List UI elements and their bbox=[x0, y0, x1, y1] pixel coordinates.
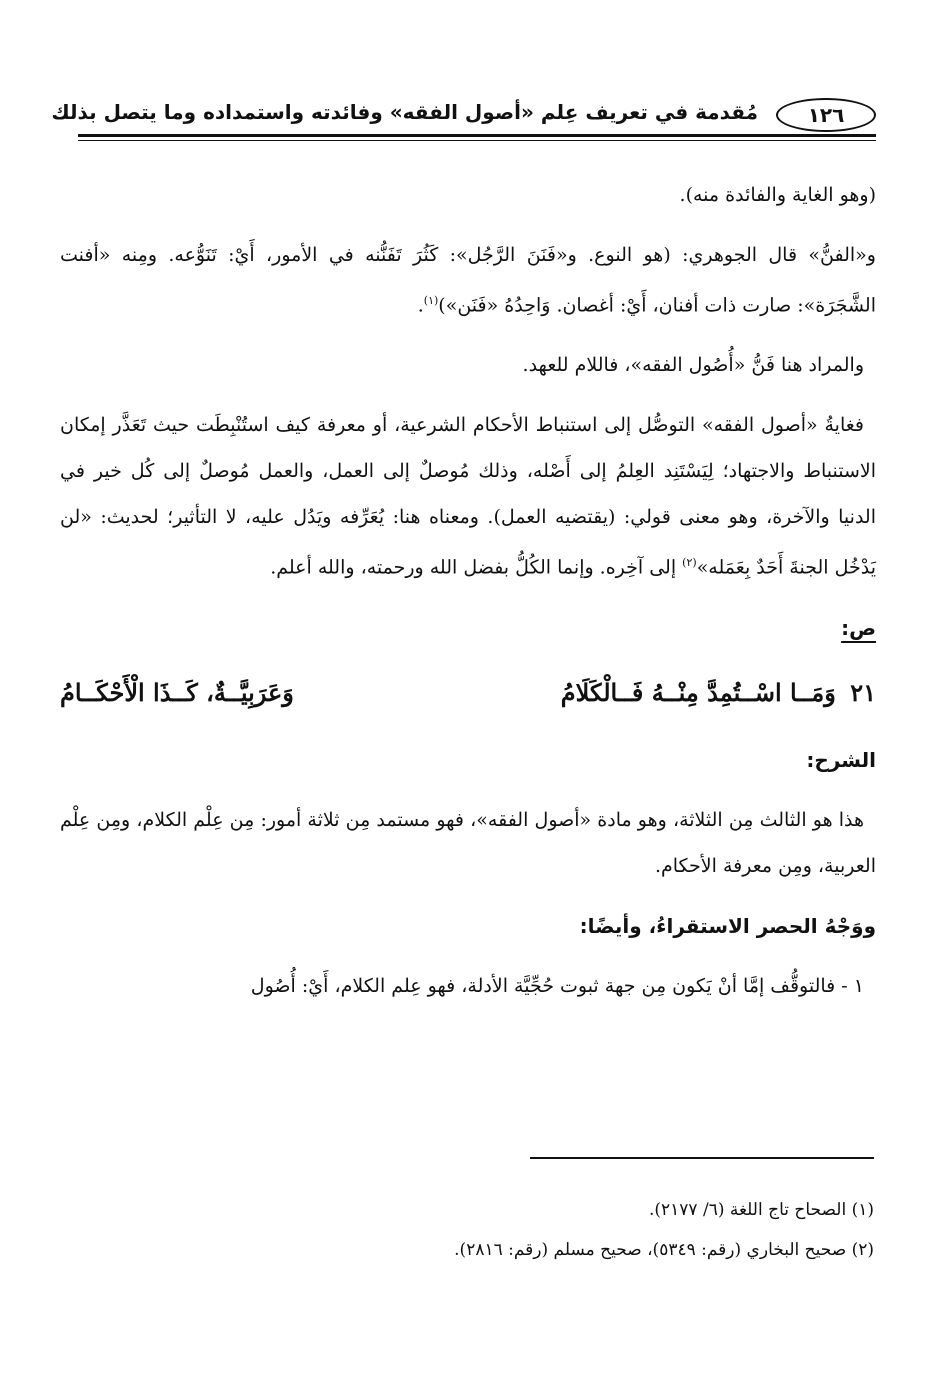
footnote-separator bbox=[530, 1157, 874, 1159]
paragraph-4-end: إلى آخِره. وإنما الكُلُّ بفضل الله ورحمته، والله أعلم. bbox=[270, 556, 683, 579]
paragraph-4 bbox=[60, 402, 876, 590]
sharh-heading: الشرح: bbox=[806, 747, 876, 772]
footnote-1: (١) الصحاح تاج اللغة (٦/ ٢١٧٧). bbox=[648, 1200, 874, 1220]
sad-heading bbox=[60, 605, 876, 651]
header-rule-thick bbox=[78, 134, 876, 137]
verse-first-text: وَمَــا اسْــتُمِدَّ مِنْــهُ فَــالْكَلَامُ bbox=[560, 677, 836, 707]
sub-heading: ووَجْهُ الحصر الاستقراءُ، وأيضًا: bbox=[579, 913, 876, 938]
paragraph-2-end: . bbox=[417, 294, 424, 317]
paragraph-3: والمراد هنا فَنُّ «أُصُول الفقه»، فاللام للعهد. bbox=[522, 354, 864, 377]
paragraph-1: (وهو الغاية والفائدة منه). bbox=[679, 184, 876, 206]
paragraph-2 bbox=[60, 232, 876, 328]
verse-first-hemistich bbox=[561, 665, 876, 721]
paragraph-6: ١ - فالتوقُّف إمَّا أنْ يَكون مِن جهة ثبوت حُجِّيَّة الأدلة، فهو عِلم الكلام، أَيْ: أُصُول bbox=[250, 974, 864, 997]
sad-label: ص: bbox=[841, 615, 876, 640]
running-header bbox=[51, 96, 876, 140]
footnote-ref-2: (٢) bbox=[682, 556, 697, 570]
footnote-2: (٢) صحيح البخاري (رقم: ٥٣٤٩)، صحيح مسلم (رقم: ٢٨١٦). bbox=[454, 1240, 874, 1260]
paragraph-5: هذا هو الثالث مِن الثلاثة، وهو مادة «أصول الفقه»، فهو مستمد مِن ثلاثة أمور: مِن عِلْم الكلام، ومِن عِلْم العربية، ومِن معرفة الأحكام. bbox=[60, 808, 876, 877]
verse-line bbox=[60, 665, 876, 721]
paragraph-4-text: فغايةُ «أصول الفقه» التوصُّل إلى استنباط الأحكام الشرعية، أو معرفة كيف استُنْبِطَت حيث تَعَذَّر إمكان الاستنباط والاجتهاد؛ لِيَسْتَنِد العِلمُ إلى أَصْله، وذلك مُوصلٌ إلى العمل، والعمل مُوصلٌ إلى كُل خير في الدنيا والآخرة، وهو معنى قولي: (يقتضيه العمل). ومعناه هنا: يُعَرِّفه ويَدُل عليه، لا التأثير؛ لحديث: «لن يَدْخُل الجنةَ أَحَدٌ بِعَمَله» bbox=[60, 414, 876, 579]
footnote-ref-1: (١) bbox=[423, 294, 439, 307]
header-rule-thin bbox=[78, 140, 876, 141]
page-number: ١٢٦ bbox=[776, 98, 876, 132]
verse-number: ٢١ bbox=[850, 677, 876, 707]
main-text bbox=[60, 172, 876, 1023]
paragraph-2-text: و«الفنُّ» قال الجوهري: (هو النوع. و«فَنَنَ الرَّجُل»: كَثُرَ تَفَنُّنه في الأمور، أَيْ: تَنَوُّعه. ومِنه «أفنت الشَّجَرَة»: صارت ذات أفنان، أَيْ: أغصان. وَاحِدُهُ «فَنَن») bbox=[60, 244, 876, 317]
running-title: مُقدمة في تعريف عِلم «أصول الفقه» وفائدته واستمداده وما يتصل بذلك bbox=[51, 100, 758, 124]
footnotes bbox=[74, 1190, 874, 1270]
verse-second-hemistich: وَعَرَبِيَّــةٌ، كَــذَا الْأَحْكَــامُ bbox=[60, 677, 294, 707]
